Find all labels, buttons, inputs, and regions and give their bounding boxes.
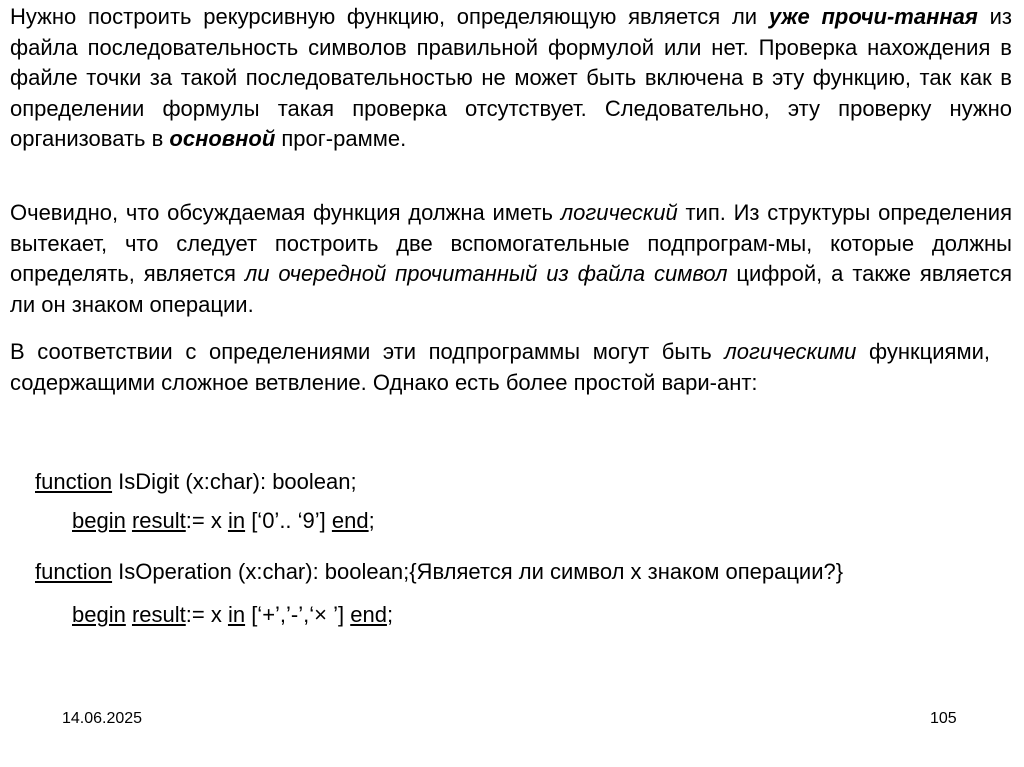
keyword-begin: begin [72, 508, 126, 533]
paragraph-1-text-b: из файла последовательность символов правильной формулой или нет. Проверка нахождения в файле точки за такой последовательностью не может быть включена в эту функцию, так как в определении формулы такая проверка отсутствует. Следовательно, эту проверку нужно организовать в [10, 4, 1012, 151]
keyword-end: end [331, 508, 369, 533]
keyword-function: function [35, 559, 113, 584]
code-semicolon: ; [368, 508, 375, 533]
code-line-isdigit-header [35, 467, 357, 497]
code-set-digits: [‘0’.. ‘9’] [245, 508, 332, 533]
keyword-begin: begin [72, 602, 126, 627]
code-assign: := x [185, 508, 228, 533]
code-set-operations: [‘+’,’-’,‘× ’] [245, 602, 351, 627]
keyword-in: in [227, 602, 246, 627]
keyword-result: result [131, 508, 186, 533]
code-line-isoperation-header [35, 557, 843, 587]
paragraph-1-emphasis-main: основной [169, 126, 276, 151]
keyword-result: result [131, 602, 186, 627]
paragraph-2-emphasis-logical: логический [560, 200, 678, 225]
paragraph-3-text-a: В соответствии с определениями эти подпрограммы могут быть [10, 339, 725, 364]
paragraph-3-emphasis-logical-functions: логическими [724, 339, 857, 364]
code-text: IsOperation (x:char): boolean;{Является ли символ x знаком операции?} [112, 559, 844, 584]
paragraph-2-emphasis-next-symbol: ли очередной прочитанный из файла символ [244, 261, 728, 286]
paragraph-1-text-a: Нужно построить рекурсивную функцию, определяющую является ли [10, 4, 769, 29]
code-assign: := x [185, 602, 228, 627]
keyword-in: in [227, 508, 246, 533]
paragraph-2 [10, 198, 1012, 320]
keyword-function: function [35, 469, 113, 494]
footer-date: 14.06.2025 [62, 710, 143, 727]
paragraph-3 [10, 337, 990, 398]
code-line-isdigit-body [72, 506, 375, 536]
paragraph-2-text-c: цифрой, а также является ли он знаком операции. [10, 261, 1012, 317]
paragraph-2-text-a: Очевидно, что обсуждаемая функция должна иметь [10, 200, 561, 225]
code-line-isoperation-body [72, 600, 393, 630]
paragraph-1 [10, 2, 1012, 155]
footer-page-number: 105 [930, 710, 957, 727]
paragraph-2-text-b: тип. Из структуры определения вытекает, что следует построить две вспомогательные подпрограм-мы, которые должны определять, является [10, 200, 1013, 286]
code-text: IsDigit (x:char): boolean; [112, 469, 357, 494]
paragraph-1-emphasis-already-read: уже прочи-танная [768, 4, 978, 29]
paragraph-3-text-b: функциями, содержащими сложное ветвление. Однако есть более простой вари-ант: [10, 339, 991, 395]
keyword-end: end [350, 602, 387, 627]
paragraph-1-text-c: прог-рамме. [275, 126, 407, 151]
code-semicolon: ; [386, 602, 394, 627]
